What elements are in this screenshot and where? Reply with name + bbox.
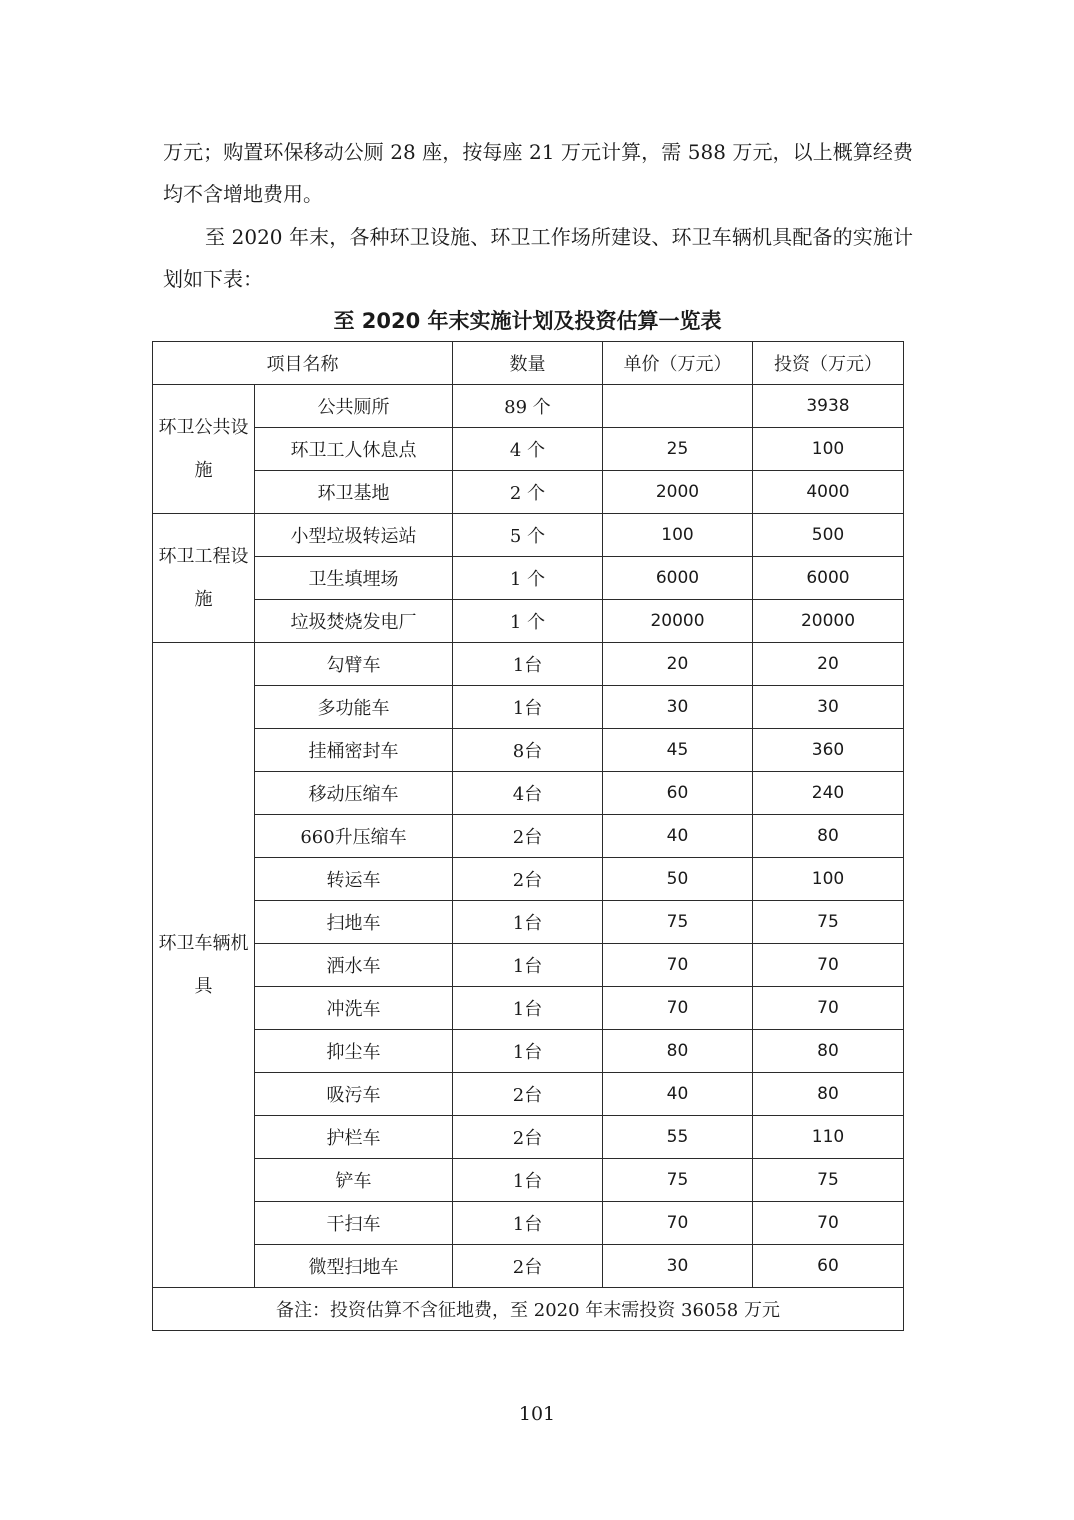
quantity-cell: 2台 [453, 858, 603, 901]
item-name-cell: 冲洗车 [255, 987, 453, 1030]
item-name-cell: 转运车 [255, 858, 453, 901]
table-row [153, 1073, 904, 1116]
unit-price-cell: 60 [603, 772, 753, 815]
quantity-cell: 1 个 [453, 600, 603, 643]
item-name-cell: 多功能车 [255, 686, 453, 729]
investment-table [152, 341, 904, 1331]
quantity-cell: 2 个 [453, 471, 603, 514]
unit-price-cell: 2000 [603, 471, 753, 514]
unit-price-cell: 100 [603, 514, 753, 557]
table-row [153, 1202, 904, 1245]
unit-price-cell: 30 [603, 686, 753, 729]
investment-cell: 80 [753, 815, 904, 858]
page-number: 101 [518, 1403, 556, 1425]
unit-price-cell: 70 [603, 987, 753, 1030]
item-name-cell: 吸污车 [255, 1073, 453, 1116]
quantity-cell: 2台 [453, 1116, 603, 1159]
item-name-cell: 环卫基地 [255, 471, 453, 514]
unit-price-cell: 20000 [603, 600, 753, 643]
unit-price-cell [603, 385, 753, 428]
table-row [153, 471, 904, 514]
header-investment: 投资（万元） [753, 342, 904, 385]
investment-cell: 75 [753, 901, 904, 944]
table-row [153, 428, 904, 471]
table-row [153, 686, 904, 729]
investment-cell: 60 [753, 1245, 904, 1288]
item-name-cell: 垃圾焚烧发电厂 [255, 600, 453, 643]
quantity-cell: 2台 [453, 1073, 603, 1116]
investment-cell: 70 [753, 987, 904, 1030]
table-row [153, 557, 904, 600]
category-cell: 环卫工程设施 [153, 514, 255, 643]
unit-price-cell: 80 [603, 1030, 753, 1073]
table-row [153, 944, 904, 987]
unit-price-cell: 50 [603, 858, 753, 901]
table-row [153, 858, 904, 901]
item-name-cell: 小型垃圾转运站 [255, 514, 453, 557]
quantity-cell: 1台 [453, 901, 603, 944]
category-cell: 环卫车辆机具 [153, 643, 255, 1288]
investment-cell: 75 [753, 1159, 904, 1202]
investment-cell: 20000 [753, 600, 904, 643]
unit-price-cell: 75 [603, 1159, 753, 1202]
unit-price-cell: 20 [603, 643, 753, 686]
investment-cell: 6000 [753, 557, 904, 600]
note-row [153, 1288, 904, 1331]
header-quantity: 数量 [453, 342, 603, 385]
investment-cell: 110 [753, 1116, 904, 1159]
quantity-cell: 8台 [453, 729, 603, 772]
table-row [153, 514, 904, 557]
table-row [153, 901, 904, 944]
table-note: 备注：投资估算不含征地费，至 2020 年末需投资 36058 万元 [153, 1288, 904, 1331]
quantity-cell: 4 个 [453, 428, 603, 471]
unit-price-cell: 30 [603, 1245, 753, 1288]
category-cell: 环卫公共设施 [153, 385, 255, 514]
item-name-cell: 660升压缩车 [255, 815, 453, 858]
unit-price-cell: 40 [603, 1073, 753, 1116]
investment-cell: 70 [753, 944, 904, 987]
quantity-cell: 1 个 [453, 557, 603, 600]
quantity-cell: 1台 [453, 1159, 603, 1202]
investment-cell: 240 [753, 772, 904, 815]
quantity-cell: 1台 [453, 643, 603, 686]
quantity-cell: 5 个 [453, 514, 603, 557]
item-name-cell: 护栏车 [255, 1116, 453, 1159]
quantity-cell: 2台 [453, 815, 603, 858]
header-item-name: 项目名称 [153, 342, 453, 385]
paragraph-2: 至 2020 年末，各种环卫设施、环卫工作场所建设、环卫车辆机具配备的实施计划如下表： [163, 225, 913, 291]
investment-cell: 80 [753, 1073, 904, 1116]
unit-price-cell: 70 [603, 1202, 753, 1245]
table-body [153, 342, 904, 1331]
unit-price-cell: 45 [603, 729, 753, 772]
unit-price-cell: 40 [603, 815, 753, 858]
investment-cell: 20 [753, 643, 904, 686]
investment-cell: 70 [753, 1202, 904, 1245]
item-name-cell: 挂桶密封车 [255, 729, 453, 772]
item-name-cell: 抑尘车 [255, 1030, 453, 1073]
quantity-cell: 1台 [453, 1030, 603, 1073]
quantity-cell: 1台 [453, 944, 603, 987]
item-name-cell: 微型扫地车 [255, 1245, 453, 1288]
table-row [153, 987, 904, 1030]
unit-price-cell: 55 [603, 1116, 753, 1159]
table-title: 至 2020 年末实施计划及投资估算一览表 [333, 309, 722, 333]
unit-price-cell: 25 [603, 428, 753, 471]
investment-cell: 100 [753, 858, 904, 901]
table-row [153, 772, 904, 815]
quantity-cell: 89 个 [453, 385, 603, 428]
quantity-cell: 1台 [453, 1202, 603, 1245]
quantity-cell: 1台 [453, 987, 603, 1030]
quantity-cell: 4台 [453, 772, 603, 815]
item-name-cell: 扫地车 [255, 901, 453, 944]
item-name-cell: 环卫工人休息点 [255, 428, 453, 471]
item-name-cell: 勾臂车 [255, 643, 453, 686]
investment-cell: 360 [753, 729, 904, 772]
table-header-row [153, 342, 904, 385]
investment-cell: 100 [753, 428, 904, 471]
table-row [153, 1159, 904, 1202]
table-row [153, 600, 904, 643]
table-row [153, 1116, 904, 1159]
table-row [153, 729, 904, 772]
header-unit-price: 单价（万元） [603, 342, 753, 385]
table-row [153, 1030, 904, 1073]
investment-cell: 500 [753, 514, 904, 557]
unit-price-cell: 75 [603, 901, 753, 944]
paragraph-1: 万元；购置环保移动公厕 28 座，按每座 21 万元计算，需 588 万元，以上概算经费均不含增地费用。 [163, 140, 913, 206]
item-name-cell: 卫生填埋场 [255, 557, 453, 600]
quantity-cell: 2台 [453, 1245, 603, 1288]
item-name-cell: 移动压缩车 [255, 772, 453, 815]
item-name-cell: 公共厕所 [255, 385, 453, 428]
item-name-cell: 铲车 [255, 1159, 453, 1202]
table-row [153, 1245, 904, 1288]
table-row [153, 385, 904, 428]
investment-cell: 80 [753, 1030, 904, 1073]
table-row [153, 815, 904, 858]
quantity-cell: 1台 [453, 686, 603, 729]
item-name-cell: 干扫车 [255, 1202, 453, 1245]
table-row [153, 643, 904, 686]
item-name-cell: 洒水车 [255, 944, 453, 987]
unit-price-cell: 70 [603, 944, 753, 987]
investment-cell: 30 [753, 686, 904, 729]
unit-price-cell: 6000 [603, 557, 753, 600]
investment-cell: 3938 [753, 385, 904, 428]
investment-cell: 4000 [753, 471, 904, 514]
